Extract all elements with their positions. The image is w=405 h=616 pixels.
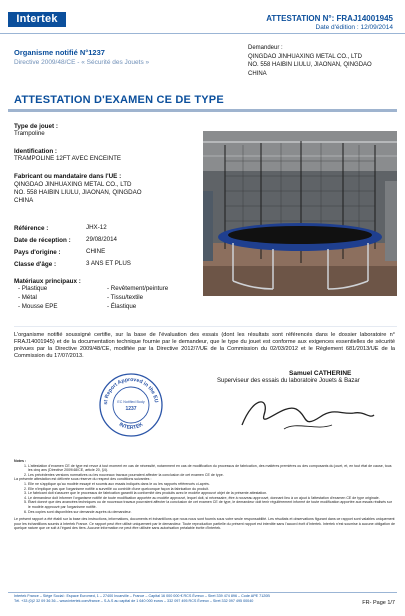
notified-body: Organisme notifié N°1237 bbox=[14, 48, 105, 57]
page-title: ATTESTATION D'EXAMEN CE DE TYPE bbox=[14, 94, 224, 106]
note-item: 1. L'attestation d'examen CE de type est revue à tout moment en cas de nécessité, notamment en cas de modification du processus de fabrication, des matières premières ou des composants du jouet, et, en tout état de cause, tous les cinq ans (Directive 2009/48/CE, article 20, §4). bbox=[28, 464, 395, 473]
age-class-value: 3 ANS ET PLUS bbox=[86, 260, 131, 267]
identification-label: Identification : bbox=[14, 148, 58, 155]
edition-date: Date d'édition : 12/09/2014 bbox=[315, 24, 393, 31]
manufacturer-line: NO. 558 HAIBIN LIULU, JIAONAN, QINGDAO bbox=[14, 189, 142, 196]
note-item: 1. Elle ne s'applique qu'au modèle essayé et soumis aux essais indiqués dans le ou les rapports référencés ci-après. bbox=[28, 482, 395, 487]
applicant-line: QINGDAO JINHUAXING METAL CO., LTD bbox=[248, 53, 362, 60]
age-class-label: Classe d'âge : bbox=[14, 261, 57, 268]
handwritten-signature bbox=[224, 385, 384, 441]
toy-type-value: Trampoline bbox=[14, 130, 45, 137]
materials-label: Matériaux principaux : bbox=[14, 278, 81, 285]
note-item: 5. Étant donné que des avancées techniques ou de nouveaux travaux pourraient affecter la conclusion de cet examen CE de type, le demandeur doit tenir régulièrement informé de toute modification apportée aux essais réalisés sur le modèle approuvé par l'organisme notifié. bbox=[28, 500, 395, 509]
signatory-role: Superviseur des essais du laboratoire Jouets & Bazar bbox=[217, 378, 360, 384]
material-item: - Élastique bbox=[107, 303, 137, 310]
signatory-name: Samuel CATHERINE bbox=[289, 370, 352, 377]
note-intro: La présente attestation est délivrée sous réserve du respect des conditions suivantes : bbox=[14, 477, 152, 482]
note-item: 3. Le fabricant doit s'assurer que le processus de fabrication garantit la conformité des produits avec le modèle approuvé objet de la présente attestation. bbox=[28, 491, 395, 496]
reference-label: Référence : bbox=[14, 225, 49, 232]
origin-label: Pays d'origine : bbox=[14, 249, 61, 256]
stamp-number: 1237 bbox=[125, 406, 137, 412]
manufacturer-line: CHINA bbox=[14, 197, 34, 204]
stamp-bottom-text: INTERTEK bbox=[117, 421, 145, 432]
stamp-inner-text: EC Notified Body bbox=[117, 400, 145, 404]
manufacturer-label: Fabricant ou mandataire dans l'UE : bbox=[14, 173, 122, 180]
material-item: - Revêtement/peinture bbox=[107, 285, 169, 292]
note-item: 6. Des copies sont disponibles sur demande auprès du demandeur. bbox=[28, 510, 395, 515]
legal-disclaimer: Le présent rapport a été établi sur la base des instructions, informations, documents et échantillons que nous nous sont fournis sous votre seule responsabilité. Les résultats et observations figurant dans ce rapport sont valables uniquement pour les échantillons soumis à Intertek France. Ce rapport peut être utilisé uniquement par le demandeur. Toute reproduction partielle du présent rapport est interdite sans l'accord écrit d'Intertek. Intertek n'est soumise à aucune obligation de quelque nature que ce soit à l'égard des tiers. Aucune information ne peut être utilisée sans autorisation préalable écrite d'Intertek. bbox=[14, 517, 395, 531]
identification-value: TRAMPOLINE 12FT AVEC ENCEINTE bbox=[14, 155, 122, 162]
stamp-outer-text: st Report Approved in the EU bbox=[102, 376, 159, 405]
reception-date-value: 29/08/2014 bbox=[86, 236, 117, 243]
note-item: 2. Elle n'implique pas que l'organisme notifié a surveillé ou contrôlé d'une quelconque façon la fabrication du produit. bbox=[28, 487, 395, 492]
certification-statement: L'organisme notifié soussigné certifie, sur la base de l'évaluation des essais (dont les résultats sont référencés dans le dossier laboratoire n° FRAJ14001945) et de la documentation technique fournie par le demandeur, que le type du jouet est conforme aux exigences essentielles de sécurité prévues par la Directive 2009/48/CE, modifiée par la Directive 2012/7/UE de la Commission du 02/03/2012 et le Règlement 681/2013/UE de la Commission du 17/07/2013. bbox=[14, 332, 395, 360]
header-divider bbox=[0, 33, 405, 34]
page-number: FR- Page 1/7 bbox=[362, 600, 395, 606]
applicant-label: Demandeur : bbox=[248, 45, 283, 51]
notified-body-stamp bbox=[98, 372, 164, 438]
footer-line: Intertek France – Siège Social : Espace Euromed, 1 – 27400 Incarville – France – Capital 16 000 000 € RCS Évreux – Siret 339 474 896 – Code APE 7120B bbox=[14, 594, 270, 598]
section-divider bbox=[14, 326, 397, 327]
material-item: - Tissu/textile bbox=[107, 294, 144, 301]
notes-label: Notes : bbox=[14, 459, 27, 463]
applicant-block bbox=[248, 44, 400, 78]
footer-legal bbox=[14, 594, 334, 604]
applicant-line: NO. 558 HAIBIN LIULU, JIAONAN, QINGDAO bbox=[248, 62, 372, 68]
notes-section bbox=[14, 459, 395, 531]
attestation-number: ATTESTATION N°: FRAJ14001945 bbox=[266, 14, 393, 23]
reference-value: JHX-12 bbox=[86, 224, 107, 231]
material-item: - Plastique bbox=[18, 285, 48, 292]
manufacturer-line: QINGDAO JINHUAXING METAL CO., LTD bbox=[14, 181, 132, 188]
title-divider bbox=[8, 109, 397, 112]
trampoline-photo bbox=[203, 131, 397, 296]
origin-value: CHINE bbox=[86, 248, 106, 255]
material-item: - Mousse EPE bbox=[18, 303, 58, 310]
note-item: 2. Les précédentes versions normatives ou les nouveaux travaux pourraient affecter la conclusion de cet examen CE de type. bbox=[28, 473, 395, 478]
reception-date-label: Date de réception : bbox=[14, 237, 71, 244]
footer-line: Tél. +33 (0)2 32 09 36 36 – www.intertek.com/france – S.A.S au capital de 1 640 000 euros – 332 097 495 RCS Évreux – Siret 332 097 495 00040 bbox=[14, 599, 254, 604]
note-item: 4. Le demandeur doit informer l'organisme notifié de toute modification apportée au modèle approuvé, lequel doit, si nécessaire, être à nouveau approuvé, donnant lieu à un ajout à l'attestation d'examen CE de type originale. bbox=[28, 496, 395, 501]
directive-reference: Directive 2009/48/CE - « Sécurité des Jouets » bbox=[14, 59, 150, 66]
material-item: - Métal bbox=[18, 294, 37, 301]
applicant-line: CHINA bbox=[248, 70, 267, 77]
footer-divider bbox=[8, 592, 397, 593]
toy-type-label: Type de jouet : bbox=[14, 123, 58, 130]
intertek-logo: Intertek bbox=[8, 12, 66, 27]
